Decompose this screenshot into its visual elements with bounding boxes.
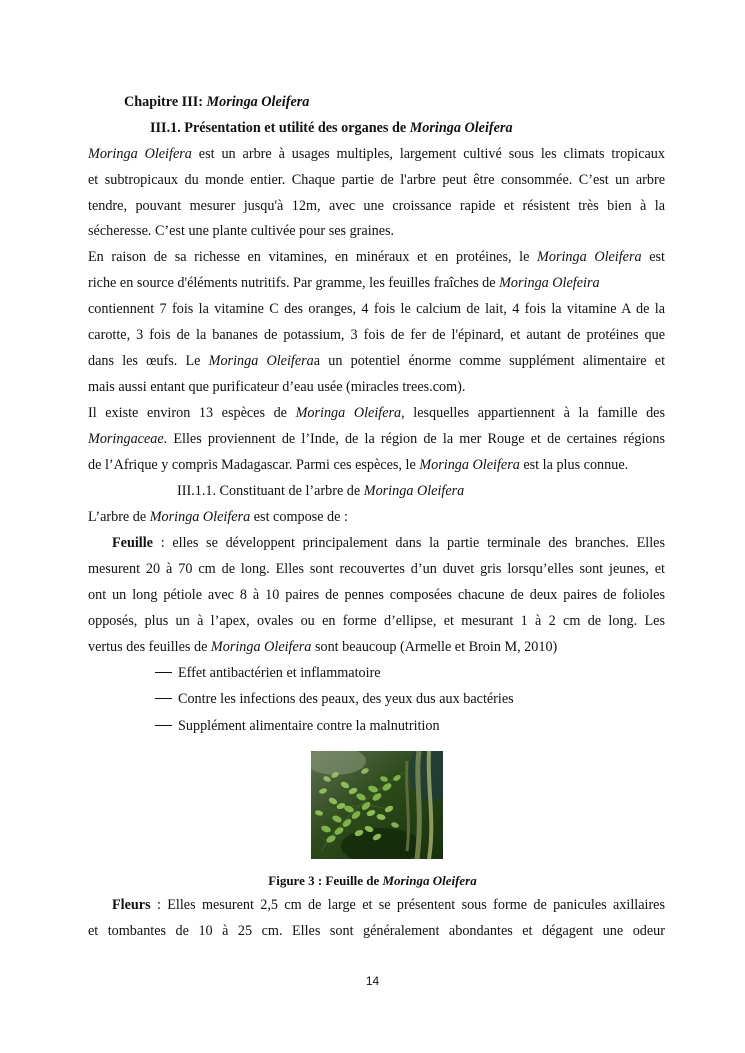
chapter-label: Chapitre III: — [124, 94, 207, 110]
intro-line: L’arbre de Moringa Oleifera est compose de : — [88, 509, 348, 525]
moringa-leaf-illustration — [311, 751, 443, 859]
para1-line4: sécheresse. C’est une plante cultivée pour ses graines. — [88, 223, 395, 239]
feuille-line2: mesurent 20 à 70 cm de long. Elles sont recouvertes d’un duvet gris lorsqu’elles sont jeunes, et — [88, 561, 665, 577]
dash-bullet-icon — [155, 698, 172, 699]
para3-line1: Il existe environ 13 espèces de Moringa Oleifera, lesquelles appartiennent à la famille des — [88, 405, 665, 421]
feuille-line3: ont un long pétiole avec 8 à 10 paires de pennes composées chacune de deux paires de folioles — [88, 587, 665, 603]
para1-line3: tendre, pouvant mesurer jusqu'à 12m, avec une croissance rapide et résistent très bien à la — [88, 198, 665, 214]
fleurs-line1: Fleurs : Elles mesurent 2,5 cm de large et se présentent sous forme de panicules axillaires — [112, 897, 665, 913]
chapter-heading — [124, 93, 701, 111]
para2-line1: En raison de sa richesse en vitamines, en minéraux et en protéines, le Moringa Oleifera est — [88, 249, 666, 265]
para2-line3: contiennent 7 fois la vitamine C des oranges, 4 fois le calcium de lait, 4 fois la vitamine A de la — [88, 301, 665, 317]
page-number: 14 — [365, 974, 380, 988]
para3-line3: de l’Afrique y compris Madagascar. Parmi ces espèces, le Moringa Oleifera est la plus connue. — [88, 457, 629, 473]
list-item: Contre les infections des peaux, des yeux dus aux bactéries — [155, 690, 514, 708]
fleurs-term: Fleurs — [112, 897, 151, 913]
para2-line6: mais aussi entant que purificateur d’eau usée (miracles trees.com). — [88, 379, 466, 395]
dash-bullet-icon — [155, 672, 172, 673]
subsection-heading: III.1.1. Constituant de l’arbre de Moringa Oleifera — [177, 483, 465, 499]
moringa-leaf-photo — [311, 751, 443, 859]
feuille-line5: vertus des feuilles de Moringa Oleifera sont beaucoup (Armelle et Broin M, 2010) — [88, 639, 558, 655]
para2-line2: riche en source d'éléments nutritifs. Par gramme, les feuilles fraîches de Moringa Olefeira — [88, 275, 600, 291]
section-heading — [150, 119, 727, 137]
para1-line2: et subtropicaux du monde entier. Chaque partie de l'arbre peut être consommée. C’est un arbre — [88, 172, 665, 188]
feuille-term: Feuille — [112, 535, 153, 551]
chapter-title: Moringa Oleifera — [206, 94, 310, 110]
fleurs-line2: et tombantes de 10 à 25 cm. Elles sont généralement abondantes et dégagent une odeur — [88, 923, 665, 939]
para2-line4: carotte, 3 fois de la bananes de potassium, 3 fois de fer de l'épinard, et autant de protéines que — [88, 327, 665, 343]
feuille-line4: opposés, plus un à l’apex, ovales ou en forme d’ellipse, et mesurant 1 à 2 cm de long. Les — [88, 613, 665, 629]
list-item: Supplément alimentaire contre la malnutrition — [155, 717, 440, 735]
para3-line2: Moringaceae. Elles proviennent de l’Inde, de la région de la mer Rouge et de certaines régions — [88, 431, 665, 447]
list-item: Effet antibactérien et inflammatoire — [155, 664, 381, 682]
figure-caption: Figure 3 : Feuille de Moringa Oleifera — [268, 873, 477, 888]
feuille-line1: Feuille : elles se développent principalement dans la partie terminale des branches. Elles — [112, 535, 665, 551]
dash-bullet-icon — [155, 725, 172, 726]
section-label: III.1. Présentation et utilité des organes de — [150, 120, 410, 136]
para2-line5: dans les œufs. Le Moringa Oleiferaa un potentiel énorme comme supplément alimentaire et — [88, 353, 666, 369]
para1-line1: Moringa Oleifera est un arbre à usages multiples, largement cultivé sous les climats tropicaux — [88, 146, 665, 162]
section-name: Moringa Oleifera — [409, 120, 513, 136]
